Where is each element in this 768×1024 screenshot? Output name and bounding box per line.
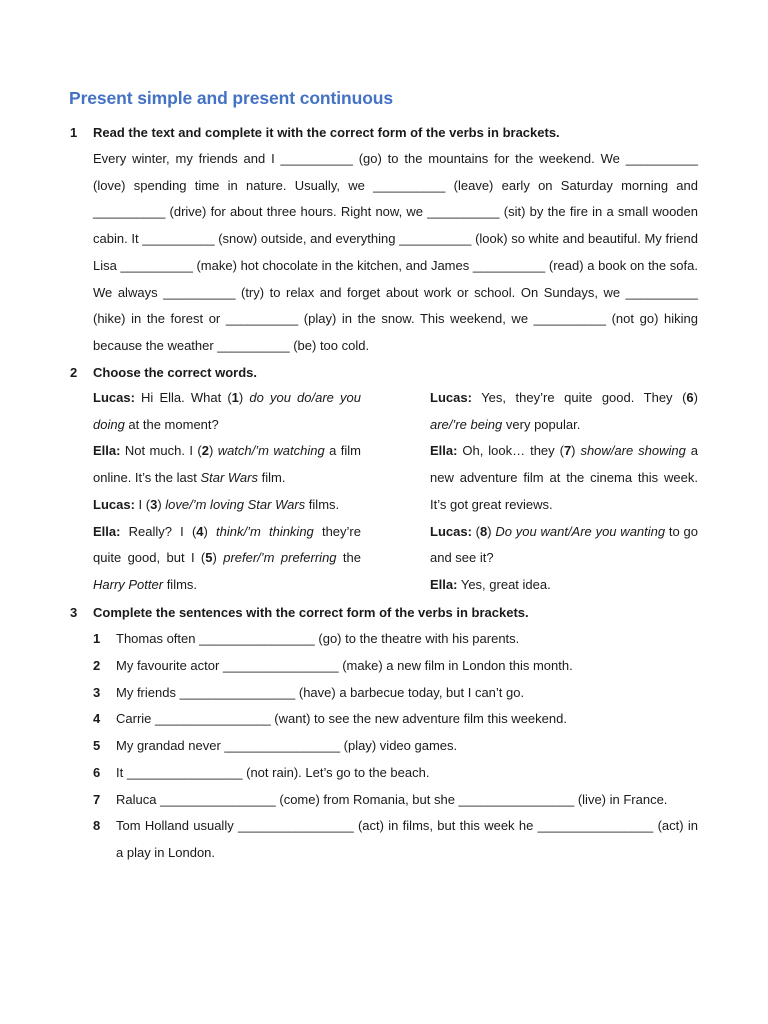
exercise-3-number: 3 — [70, 605, 78, 620]
list-item — [0, 760, 768, 786]
list-item — [0, 680, 768, 706]
item-text: My favourite actor ________________ (make) a new film in London this month. — [116, 658, 573, 673]
item-number: 3 — [93, 685, 101, 700]
dialogue-line: Lucas: (8) Do you want/Are you wanting to go and see it? — [430, 523, 698, 566]
list-item — [0, 813, 768, 867]
item-text: Tom Holland usually ________________ (act) in films, but this week he ________________ (act) in a play in London. — [116, 818, 698, 860]
list-item — [0, 706, 768, 732]
dialogue-line: Ella: Yes, great idea. — [430, 576, 551, 592]
item-number: 1 — [93, 631, 101, 646]
exercise-1-text: Every winter, my friends and I __________ (go) to the mountains for the weekend. We __________ (love) spending time in nature. Usually, we __________ (leave) early on Saturday morning and __________ (drive) for about three hours. Right now, we __________ (sit) by the fire in a small wooden cabin. It __________ (snow) outside, and everything __________ (look) so white and beautiful. My friend Lisa __________ (make) hot chocolate in the kitchen, and James __________ (read) a book on the sofa. We always __________ (try) to relax and forget about work or school. On Sundays, we __________ (hike) in the forest or __________ (play) in the snow. This weekend, we __________ (not go) hiking because the weather __________ (be) too cold. — [93, 151, 698, 353]
dialogue-line: Lucas: Hi Ella. What (1) do you do/are you doing at the moment? — [93, 390, 362, 432]
item-text: My grandad never ________________ (play) video games. — [116, 738, 458, 753]
speaker-name: Lucas: — [430, 523, 472, 539]
exercise-1-instruction: Read the text and complete it with the correct form of the verbs in brackets. — [93, 125, 560, 140]
item-text: Thomas often ________________ (go) to the theatre with his parents. — [116, 631, 520, 646]
dialogue-line: Ella: Not much. I (2) watch/’m watching a film online. It’s the last Star Wars film. — [93, 443, 361, 486]
dialogue-line: Ella: Really? I (4) think/’m thinking they’re quite good, but I (5) prefer/’m preferring the Harry Potter films. — [93, 523, 361, 592]
worksheet-title: Present simple and present continuous — [69, 88, 394, 108]
dialogue-right-column — [430, 385, 698, 599]
speaker-name: Lucas: — [93, 390, 135, 405]
item-number: 4 — [93, 711, 101, 726]
speaker-name: Lucas: — [430, 390, 472, 405]
dialogue-line: Ella: Oh, look… they (7) show/are showing a new adventure film at the cinema this week. It’s got great reviews. — [430, 443, 699, 512]
list-item — [0, 626, 768, 652]
list-item — [0, 653, 768, 679]
speaker-name: Ella: — [430, 443, 458, 459]
speaker-name: Ella: — [93, 443, 121, 459]
dialogue-line: Lucas: Yes, they’re quite good. They (6) are/’re being very popular. — [430, 390, 698, 432]
dialogue-left-column — [93, 385, 361, 599]
list-item — [0, 733, 768, 759]
speaker-name: Ella: — [93, 523, 121, 539]
item-number: 2 — [93, 658, 101, 673]
exercise-2-instruction: Choose the correct words. — [93, 365, 257, 380]
exercise-3-instruction: Complete the sentences with the correct form of the verbs in brackets. — [93, 605, 529, 620]
item-number: 7 — [93, 792, 101, 807]
dialogue-line: Lucas: I (3) love/’m loving Star Wars films. — [93, 496, 340, 512]
item-text: Raluca ________________ (come) from Romania, but she ________________ (live) in France. — [116, 792, 668, 807]
item-text: Carrie ________________ (want) to see the new adventure film this weekend. — [116, 711, 567, 726]
item-number: 8 — [93, 818, 101, 833]
speaker-name: Ella: — [430, 576, 458, 592]
list-item — [0, 787, 768, 813]
item-number: 6 — [93, 765, 101, 780]
item-number: 5 — [93, 738, 101, 753]
item-text: My friends ________________ (have) a barbecue today, but I can’t go. — [116, 685, 525, 700]
speaker-name: Lucas: — [93, 496, 135, 512]
exercise-1-number: 1 — [70, 125, 78, 140]
item-text: It ________________ (not rain). Let’s go to the beach. — [116, 765, 430, 780]
exercise-2-number: 2 — [70, 365, 78, 380]
